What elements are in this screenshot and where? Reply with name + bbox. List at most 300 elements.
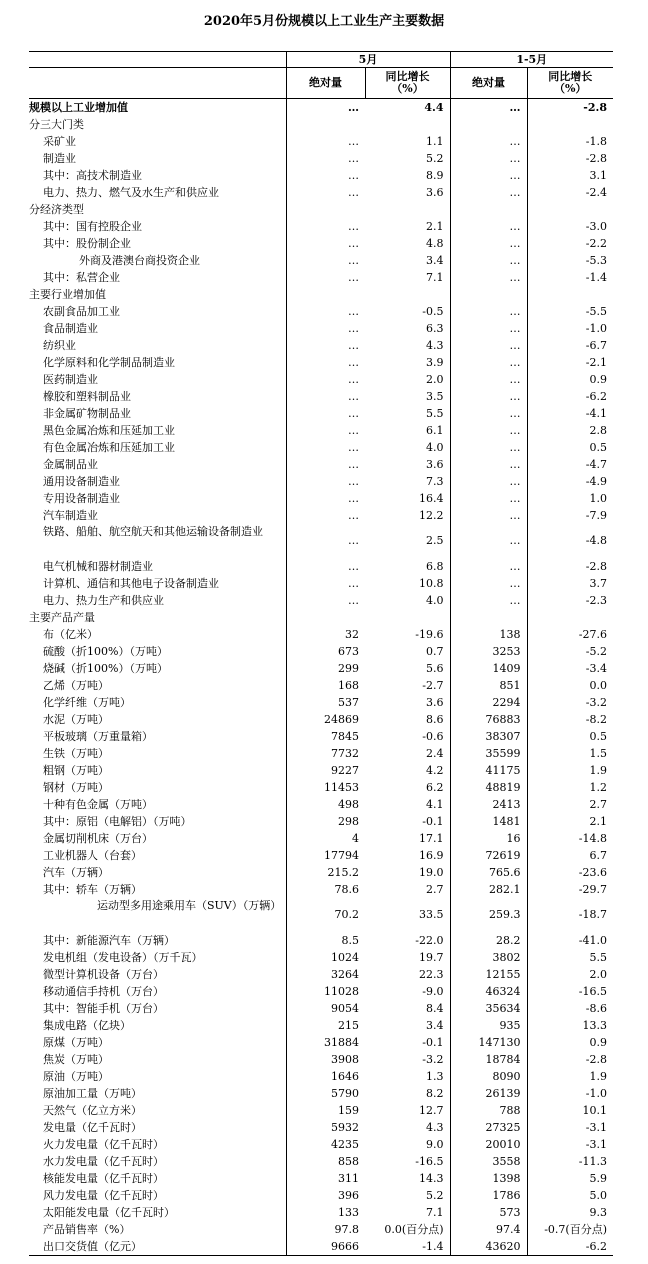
ytd-abs-cell: …: [450, 473, 527, 490]
table-row: [29, 1153, 613, 1170]
ytd-abs-cell: …: [450, 150, 527, 167]
table-row: [29, 337, 613, 354]
ytd-yoy-cell: -2.4: [527, 184, 613, 201]
header-may-yoy: 同比增长 （%）: [365, 68, 450, 99]
may-abs-cell: …: [286, 575, 365, 592]
row-name: 移动通信手持机（万台）: [43, 984, 164, 998]
row-name: 其中：轿车（万辆）: [43, 882, 142, 896]
table-row: [29, 269, 613, 286]
table-row: [29, 1102, 613, 1119]
ytd-abs-cell: …: [450, 167, 527, 184]
may-abs-cell: …: [286, 558, 365, 575]
row-name: 化学原料和化学制品制造业: [43, 355, 175, 369]
row-name: 发电量（亿千瓦时）: [43, 1120, 142, 1134]
ytd-yoy-cell: 0.5: [527, 439, 613, 456]
may-abs-cell: 70.2: [286, 898, 365, 932]
may-abs-cell: …: [286, 269, 365, 286]
ytd-yoy-cell: -6.7: [527, 337, 613, 354]
header-ytd-abs: 绝对量: [450, 68, 527, 99]
ytd-yoy-cell: 2.1: [527, 813, 613, 830]
table-row: [29, 864, 613, 881]
row-name: 原油加工量（万吨）: [43, 1086, 142, 1100]
may-yoy-cell: -9.0: [422, 984, 444, 998]
header-jan-may: 1-5月: [450, 52, 613, 68]
page-title: 2020年5月份规模以上工业生产主要数据: [203, 14, 445, 29]
may-abs-cell: 7732: [286, 745, 365, 762]
table-row: [29, 694, 613, 711]
row-name: 布（亿米）: [43, 627, 98, 641]
may-abs-cell: …: [286, 320, 365, 337]
may-abs-cell: 5790: [286, 1085, 365, 1102]
row-name: 制造业: [43, 151, 76, 165]
table-row: [29, 150, 613, 167]
row-name: 通用设备制造业: [43, 474, 120, 488]
header-may: 5月: [286, 52, 450, 68]
may-abs-cell: 32: [286, 626, 365, 643]
row-name: 其中：智能手机（万台）: [43, 1001, 164, 1015]
row-name: 化学纤维（万吨）: [43, 695, 131, 709]
may-yoy-cell: 12.7: [419, 1103, 444, 1117]
may-yoy-cell: [365, 116, 450, 133]
ytd-abs-cell: …: [450, 507, 527, 524]
may-abs-cell: …: [286, 422, 365, 439]
row-name: 专用设备制造业: [43, 491, 120, 505]
table-row: [29, 660, 613, 677]
may-yoy-cell: [365, 609, 450, 626]
ytd-abs-cell: 76883: [450, 711, 527, 728]
may-abs-cell: 8.5: [286, 932, 365, 949]
may-abs-cell: 311: [286, 1170, 365, 1187]
may-yoy-cell: 16.4: [419, 491, 444, 505]
table-row: [29, 643, 613, 660]
ytd-abs-cell: …: [450, 133, 527, 150]
may-abs-cell: 298: [286, 813, 365, 830]
table-row: [29, 354, 613, 371]
ytd-abs-cell: …: [450, 405, 527, 422]
may-yoy-cell: 6.2: [426, 780, 444, 794]
ytd-yoy-cell: [527, 116, 613, 133]
may-yoy-cell: 8.2: [426, 1086, 444, 1100]
table-row: [29, 320, 613, 337]
may-abs-cell: 3908: [286, 1051, 365, 1068]
table-row: [29, 779, 613, 796]
table-row: [29, 439, 613, 456]
may-abs-cell: 5932: [286, 1119, 365, 1136]
ytd-abs-cell: …: [450, 422, 527, 439]
may-abs-cell: …: [286, 184, 365, 201]
may-yoy-cell: -0.1: [422, 1035, 444, 1049]
ytd-abs-cell: [450, 609, 527, 626]
ytd-abs-cell: [450, 286, 527, 303]
ytd-abs-cell: …: [450, 439, 527, 456]
may-abs-cell: 78.6: [286, 881, 365, 898]
may-yoy-cell: 3.6: [426, 457, 444, 471]
ytd-abs-cell: 43620: [450, 1238, 527, 1256]
table-row: [29, 201, 613, 218]
may-abs-cell: 168: [286, 677, 365, 694]
ytd-yoy-cell: 10.1: [527, 1102, 613, 1119]
ytd-abs-cell: …: [450, 99, 527, 117]
ytd-abs-cell: 48819: [450, 779, 527, 796]
table-row: [29, 303, 613, 320]
may-abs-cell: 7845: [286, 728, 365, 745]
row-name: 规模以上工业增加值: [29, 100, 128, 114]
may-yoy-cell: 5.2: [426, 1188, 444, 1202]
table-row: [29, 456, 613, 473]
table-row: [29, 1017, 613, 1034]
row-name: 食品制造业: [43, 321, 98, 335]
may-abs-cell: 11453: [286, 779, 365, 796]
may-yoy-cell: 5.5: [426, 406, 444, 420]
ytd-yoy-cell: -27.6: [527, 626, 613, 643]
table-row: [29, 405, 613, 422]
ytd-yoy-cell: 2.8: [527, 422, 613, 439]
may-yoy-cell: 19.7: [419, 950, 444, 964]
may-yoy-cell: 3.5: [426, 389, 444, 403]
may-yoy-cell: 3.6: [426, 185, 444, 199]
ytd-yoy-cell: -0.7(百分点): [527, 1221, 613, 1238]
may-yoy-cell: 6.1: [426, 423, 444, 437]
may-yoy-cell: -0.1: [422, 814, 444, 828]
ytd-abs-cell: 27325: [450, 1119, 527, 1136]
ytd-yoy-cell: -1.4: [527, 269, 613, 286]
may-yoy-cell: 4.2: [426, 763, 444, 777]
may-yoy-cell: 3.4: [426, 253, 444, 267]
ytd-yoy-cell: -5.5: [527, 303, 613, 320]
table-row: [29, 1119, 613, 1136]
may-abs-cell: 4: [286, 830, 365, 847]
may-yoy-cell: [365, 201, 450, 218]
table-row: [29, 592, 613, 609]
row-name: 汽车（万辆）: [43, 865, 109, 879]
ytd-yoy-cell: 1.2: [527, 779, 613, 796]
ytd-yoy-cell: 1.5: [527, 745, 613, 762]
row-name: 其中：股份制企业: [43, 236, 131, 250]
may-yoy-cell: 22.3: [419, 967, 444, 981]
row-name: 粗钢（万吨）: [43, 763, 109, 777]
ytd-abs-cell: 26139: [450, 1085, 527, 1102]
may-yoy-cell: 10.8: [419, 576, 444, 590]
table-row: [29, 932, 613, 949]
may-yoy-cell: 0.7: [426, 644, 444, 658]
row-name: 乙烯（万吨）: [43, 678, 109, 692]
may-yoy-cell: 4.3: [426, 1120, 444, 1134]
table-row: [29, 1000, 613, 1017]
may-abs-cell: 9227: [286, 762, 365, 779]
ytd-abs-cell: 35599: [450, 745, 527, 762]
row-name: 其中：新能源汽车（万辆）: [43, 933, 175, 947]
row-name: 水力发电量（亿千瓦时）: [43, 1154, 164, 1168]
ytd-abs-cell: …: [450, 558, 527, 575]
may-yoy-cell: 3.4: [426, 1018, 444, 1032]
may-abs-cell: 1646: [286, 1068, 365, 1085]
may-abs-cell: 9666: [286, 1238, 365, 1256]
table-row: [29, 677, 613, 694]
ytd-yoy-cell: -11.3: [527, 1153, 613, 1170]
may-yoy-cell: -0.5: [422, 304, 444, 318]
ytd-yoy-cell: -3.2: [527, 694, 613, 711]
table-row: [29, 796, 613, 813]
ytd-abs-cell: 35634: [450, 1000, 527, 1017]
may-yoy-cell: 6.3: [426, 321, 444, 335]
row-name: 十种有色金属（万吨）: [43, 797, 153, 811]
table-row: [29, 966, 613, 983]
ytd-abs-cell: 18784: [450, 1051, 527, 1068]
row-name: 产品销售率（%）: [43, 1222, 131, 1236]
may-yoy-cell: 3.6: [426, 695, 444, 709]
may-abs-cell: …: [286, 405, 365, 422]
ytd-abs-cell: …: [450, 269, 527, 286]
ytd-abs-cell: 282.1: [450, 881, 527, 898]
ytd-abs-cell: …: [450, 456, 527, 473]
ytd-abs-cell: 3558: [450, 1153, 527, 1170]
may-abs-cell: 215: [286, 1017, 365, 1034]
row-name: 计算机、通信和其他电子设备制造业: [43, 576, 219, 590]
row-name: 风力发电量（亿千瓦时）: [43, 1188, 164, 1202]
header-ytd-yoy: 同比增长 （%）: [527, 68, 613, 99]
table-row: [29, 99, 613, 117]
row-name: 原油（万吨）: [43, 1069, 109, 1083]
ytd-yoy-cell: -6.2: [527, 1238, 613, 1256]
ytd-abs-cell: 765.6: [450, 864, 527, 881]
row-name: 平板玻璃（万重量箱）: [43, 729, 153, 743]
may-abs-cell: 133: [286, 1204, 365, 1221]
ytd-abs-cell: …: [450, 371, 527, 388]
ytd-abs-cell: 851: [450, 677, 527, 694]
ytd-abs-cell: 3802: [450, 949, 527, 966]
ytd-yoy-cell: [527, 201, 613, 218]
row-name: 汽车制造业: [43, 508, 98, 522]
may-yoy-cell: 1.3: [426, 1069, 444, 1083]
may-yoy-cell: 8.6: [426, 712, 444, 726]
ytd-yoy-cell: [527, 609, 613, 626]
ytd-yoy-cell: -18.7: [527, 898, 613, 932]
table-row: [29, 711, 613, 728]
may-yoy-cell: 5.6: [426, 661, 444, 675]
may-yoy-cell: 1.1: [426, 134, 444, 148]
row-name: 其中：高技术制造业: [43, 168, 142, 182]
table-row: [29, 1238, 613, 1256]
table-row: [29, 235, 613, 252]
may-yoy-cell: -2.7: [422, 678, 444, 692]
may-abs-cell: 159: [286, 1102, 365, 1119]
ytd-yoy-cell: 9.3: [527, 1204, 613, 1221]
row-name: 出口交货值（亿元）: [29, 1238, 286, 1256]
may-abs-cell: 17794: [286, 847, 365, 864]
ytd-yoy-cell: -8.6: [527, 1000, 613, 1017]
ytd-abs-cell: …: [450, 320, 527, 337]
ytd-yoy-cell: -1.0: [527, 1085, 613, 1102]
may-yoy-cell: 4.0: [426, 440, 444, 454]
may-abs-cell: 9054: [286, 1000, 365, 1017]
row-name: 核能发电量（亿千瓦时）: [43, 1171, 164, 1185]
table-row: [29, 1136, 613, 1153]
ytd-abs-cell: 8090: [450, 1068, 527, 1085]
row-name: 金属切削机床（万台）: [43, 831, 153, 845]
ytd-abs-cell: …: [450, 337, 527, 354]
ytd-abs-cell: …: [450, 218, 527, 235]
ytd-yoy-cell: -3.4: [527, 660, 613, 677]
table-row: [29, 490, 613, 507]
header-blank: [29, 52, 286, 68]
table-row: [29, 609, 613, 626]
row-name: 主要行业增加值: [29, 287, 106, 301]
may-yoy-cell: [365, 286, 450, 303]
ytd-yoy-cell: 6.7: [527, 847, 613, 864]
table-row: [29, 218, 613, 235]
ytd-abs-cell: …: [450, 575, 527, 592]
ytd-abs-cell: 935: [450, 1017, 527, 1034]
table-row: [29, 745, 613, 762]
may-abs-cell: …: [286, 524, 365, 558]
ytd-yoy-cell: 0.9: [527, 371, 613, 388]
table-row: [29, 1085, 613, 1102]
may-yoy-cell: 4.1: [426, 797, 444, 811]
ytd-abs-cell: 28.2: [450, 932, 527, 949]
may-abs-cell: 673: [286, 643, 365, 660]
may-abs-cell: …: [286, 507, 365, 524]
may-abs-cell: …: [286, 473, 365, 490]
row-name: 硫酸（折100%）（万吨）: [43, 644, 168, 658]
may-yoy-cell: 19.0: [419, 865, 444, 879]
ytd-yoy-cell: 0.9: [527, 1034, 613, 1051]
ytd-yoy-cell: -3.0: [527, 218, 613, 235]
table-row: [29, 252, 613, 269]
table-row: [29, 728, 613, 745]
ytd-abs-cell: 72619: [450, 847, 527, 864]
row-name: 发电机组（发电设备）（万千瓦）: [43, 950, 203, 964]
ytd-yoy-cell: -2.3: [527, 592, 613, 609]
may-abs-cell: [286, 609, 365, 626]
ytd-yoy-cell: -3.1: [527, 1136, 613, 1153]
row-name: 其中：私营企业: [43, 270, 120, 284]
may-abs-cell: 97.8: [286, 1221, 365, 1238]
may-abs-cell: [286, 116, 365, 133]
may-yoy-cell: -19.6: [415, 627, 444, 641]
may-abs-cell: 3264: [286, 966, 365, 983]
may-yoy-cell: 33.5: [419, 908, 444, 921]
ytd-yoy-cell: 0.0: [527, 677, 613, 694]
may-abs-cell: 4235: [286, 1136, 365, 1153]
may-yoy-cell: 6.8: [426, 559, 444, 573]
table-row: [29, 167, 613, 184]
may-yoy-cell: 8.4: [426, 1001, 444, 1015]
table-row: [29, 626, 613, 643]
may-abs-cell: …: [286, 218, 365, 235]
ytd-abs-cell: …: [450, 388, 527, 405]
table-row: [29, 371, 613, 388]
row-name: 电气机械和器材制造业: [43, 559, 153, 573]
may-abs-cell: …: [286, 150, 365, 167]
may-yoy-cell: 3.9: [426, 355, 444, 369]
ytd-yoy-cell: -6.2: [527, 388, 613, 405]
ytd-yoy-cell: -3.1: [527, 1119, 613, 1136]
table-row: [29, 762, 613, 779]
may-yoy-cell: 12.2: [419, 508, 444, 522]
may-yoy-cell: 2.4: [426, 746, 444, 760]
may-yoy-cell: 2.5: [426, 534, 444, 547]
may-yoy-cell: 8.9: [426, 168, 444, 182]
data-table: [29, 51, 613, 1256]
may-yoy-cell: -1.4: [365, 1238, 450, 1256]
ytd-yoy-cell: 1.9: [527, 1068, 613, 1085]
may-abs-cell: …: [286, 456, 365, 473]
ytd-yoy-cell: -2.8: [527, 558, 613, 575]
ytd-abs-cell: [450, 201, 527, 218]
row-name: 分经济类型: [29, 202, 84, 216]
ytd-abs-cell: 97.4: [450, 1221, 527, 1238]
may-abs-cell: …: [286, 252, 365, 269]
may-yoy-cell: 4.3: [426, 338, 444, 352]
table-row: [29, 813, 613, 830]
may-abs-cell: 858: [286, 1153, 365, 1170]
table-row: [29, 133, 613, 150]
ytd-yoy-cell: 5.5: [527, 949, 613, 966]
may-abs-cell: [286, 286, 365, 303]
table-row: [29, 983, 613, 1000]
row-name: 电力、热力生产和供应业: [43, 593, 164, 607]
row-name: 有色金属冶炼和压延加工业: [43, 440, 175, 454]
table-row: [29, 575, 613, 592]
ytd-abs-cell: 41175: [450, 762, 527, 779]
ytd-yoy-cell: -2.8: [527, 99, 613, 117]
table-row: [29, 116, 613, 133]
may-yoy-cell: -16.5: [415, 1154, 444, 1168]
ytd-abs-cell: 138: [450, 626, 527, 643]
row-name: 黑色金属冶炼和压延加工业: [43, 423, 175, 437]
row-name: 烧碱（折100%）（万吨）: [43, 661, 168, 675]
may-abs-cell: …: [286, 490, 365, 507]
ytd-abs-cell: …: [450, 592, 527, 609]
may-yoy-cell: 5.2: [426, 151, 444, 165]
may-yoy-cell: 2.1: [426, 219, 444, 233]
ytd-abs-cell: 573: [450, 1204, 527, 1221]
ytd-yoy-cell: -2.1: [527, 354, 613, 371]
table-row: [29, 898, 613, 932]
ytd-yoy-cell: 3.7: [527, 575, 613, 592]
header-row-period: [29, 52, 613, 68]
ytd-abs-cell: …: [450, 524, 527, 558]
row-name: 工业机器人（台套）: [43, 848, 142, 862]
may-abs-cell: 31884: [286, 1034, 365, 1051]
ytd-abs-cell: …: [450, 184, 527, 201]
may-abs-cell: …: [286, 99, 365, 117]
ytd-yoy-cell: -16.5: [527, 983, 613, 1000]
ytd-abs-cell: 788: [450, 1102, 527, 1119]
ytd-yoy-cell: 5.0: [527, 1187, 613, 1204]
row-name: 农副食品加工业: [43, 304, 120, 318]
ytd-yoy-cell: 5.9: [527, 1170, 613, 1187]
may-abs-cell: 299: [286, 660, 365, 677]
may-yoy-cell: 4.8: [426, 236, 444, 250]
may-abs-cell: 396: [286, 1187, 365, 1204]
table-body: [29, 99, 613, 1256]
ytd-yoy-cell: -2.8: [527, 1051, 613, 1068]
may-abs-cell: …: [286, 167, 365, 184]
row-name: 电力、热力、燃气及水生产和供应业: [43, 185, 219, 199]
table-row: [29, 1170, 613, 1187]
row-name: 非金属矿物制品业: [43, 406, 131, 420]
may-abs-cell: 24869: [286, 711, 365, 728]
may-abs-cell: …: [286, 371, 365, 388]
ytd-yoy-cell: 1.0: [527, 490, 613, 507]
table-row: [29, 1221, 613, 1238]
row-name: 其中：原铝（电解铝）（万吨）: [43, 814, 192, 828]
ytd-abs-cell: …: [450, 252, 527, 269]
ytd-yoy-cell: -1.8: [527, 133, 613, 150]
may-abs-cell: 498: [286, 796, 365, 813]
table-row: [29, 286, 613, 303]
